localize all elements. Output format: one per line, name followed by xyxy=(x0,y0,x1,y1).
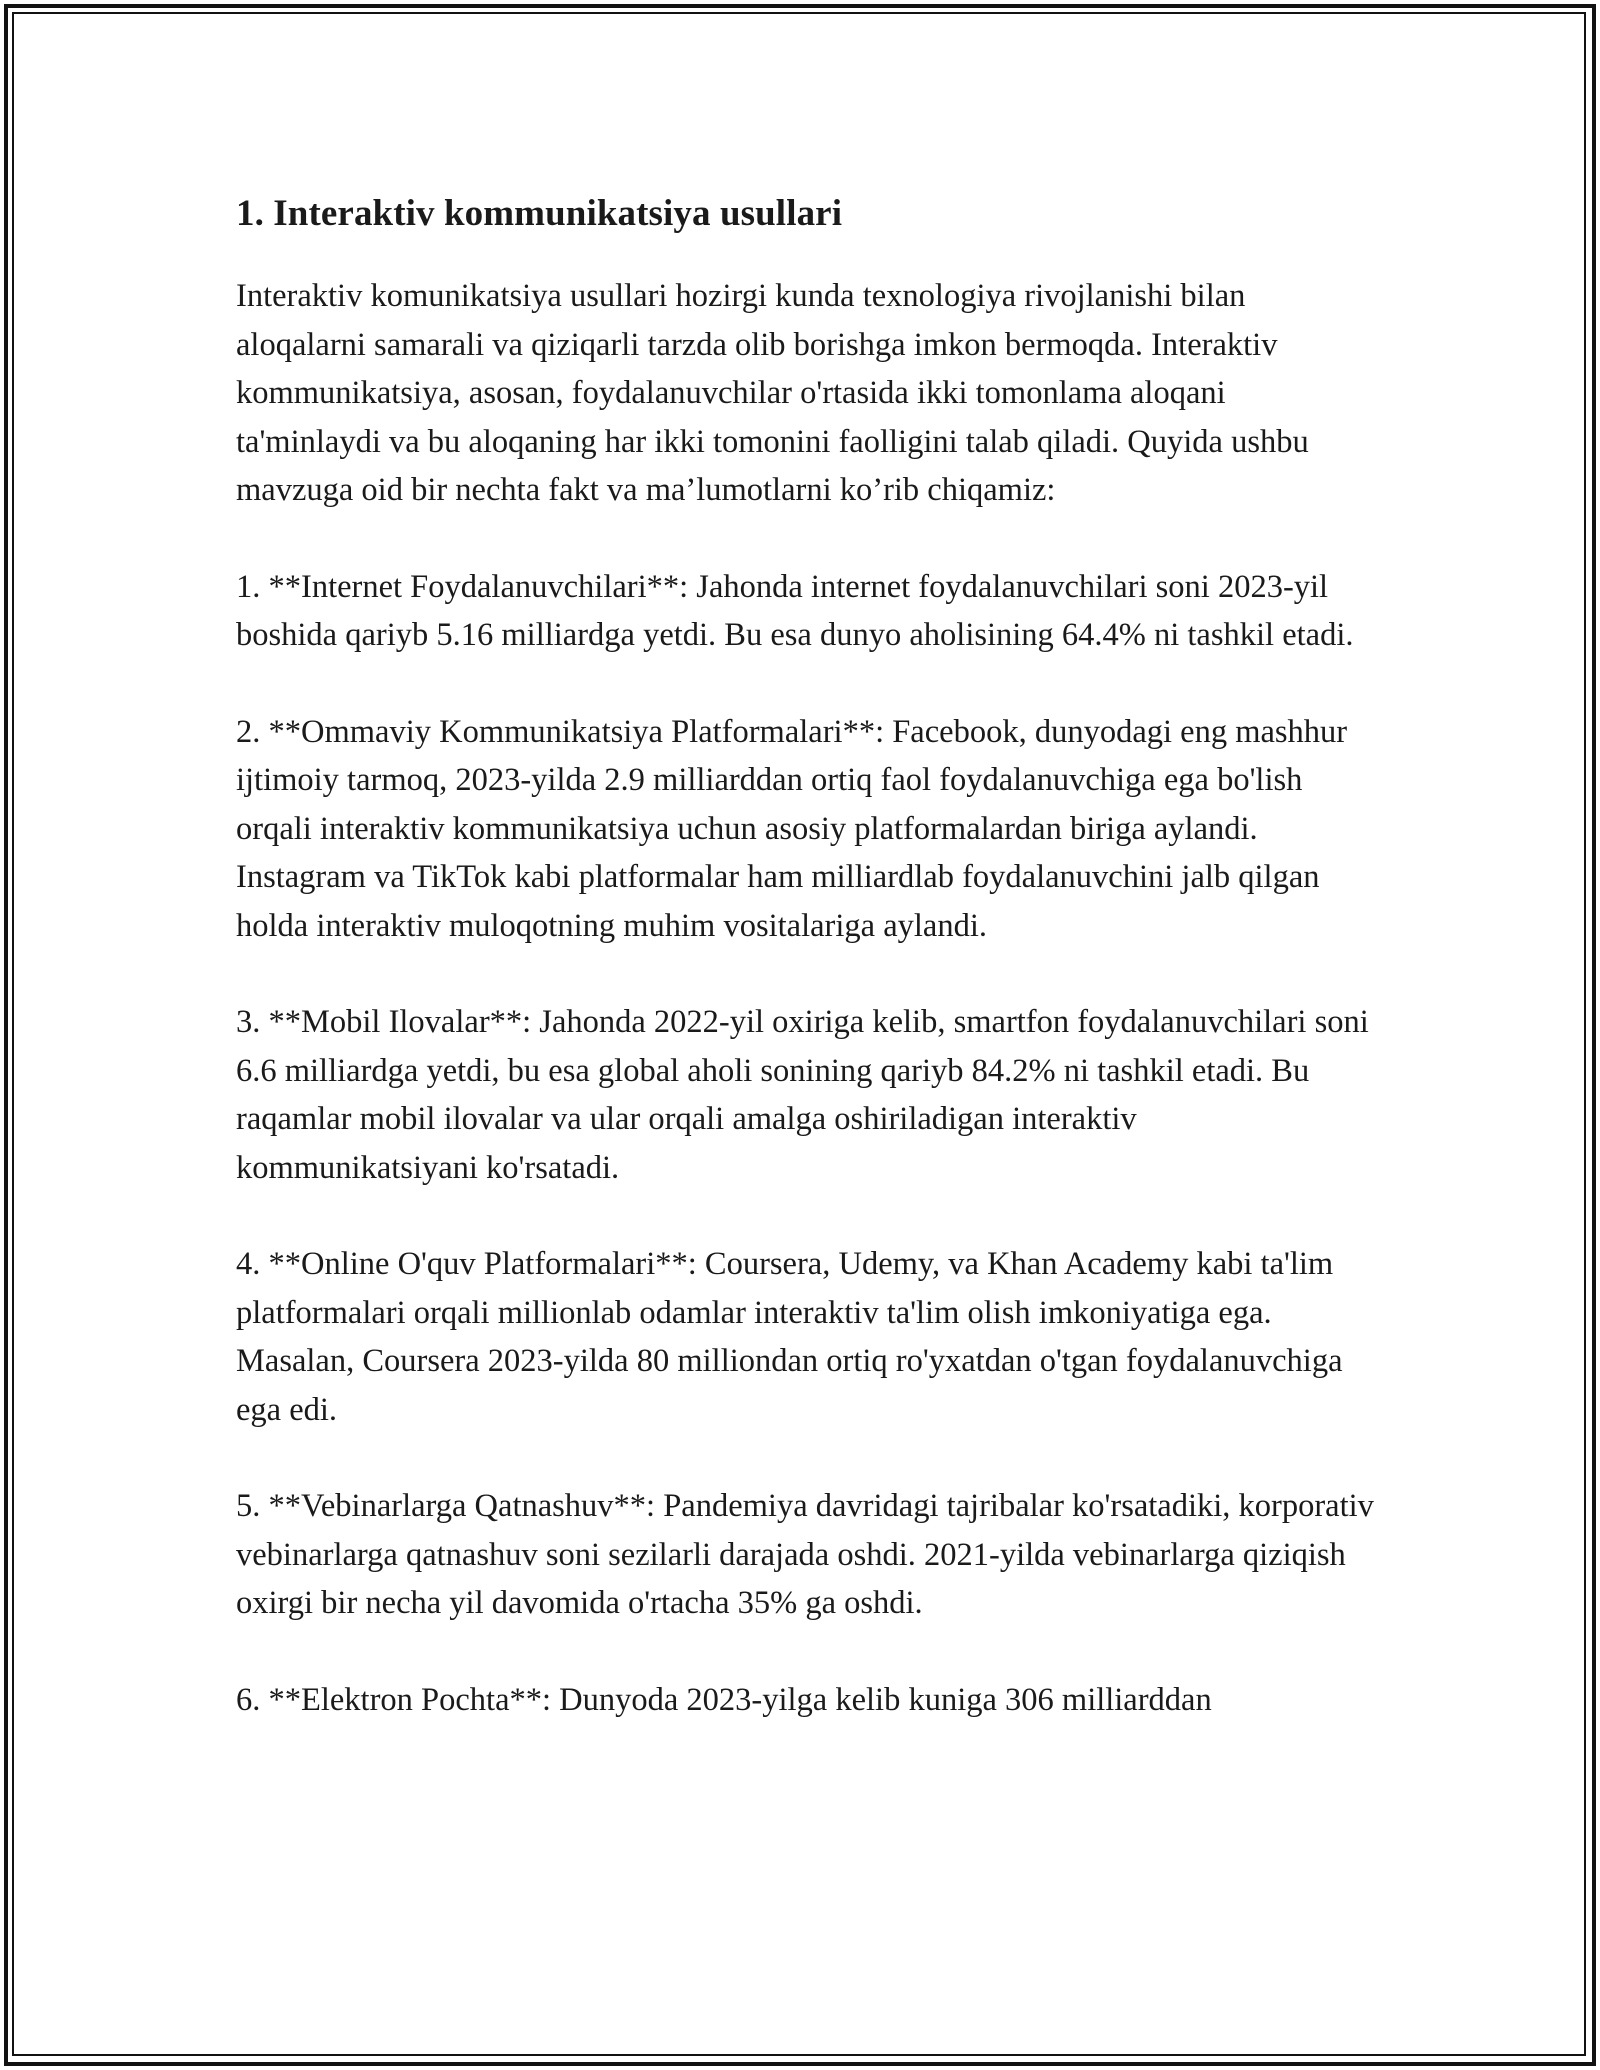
fact-webinars: 5. **Vebinarlarga Qatnashuv**: Pandemiya davridagi tajribalar ko'rsatadiki, korporativ vebinarlarga qatnashuv soni sezilarli darajada oshdi. 2021-yilda vebinarlarga qiziqish oxirgi bir necha yil davomida o'rtacha 35% ga oshdi. xyxy=(236,1488,1374,1621)
fact-mobile-apps: 3. **Mobil Ilovalar**: Jahonda 2022-yil oxiriga kelib, smartfon foydalanuvchilari soni 6.6 milliardga yetdi, bu esa global aholi sonining qariyb 84.2% ni tashkil etadi. Bu raqamlar mobil ilovalar va ular orqali amalga oshiriladigan interaktiv kommunikatsiyani ko'rsatadi. xyxy=(236,1004,1369,1186)
fact-internet-users: 1. **Internet Foydalanuvchilari**: Jahonda internet foydalanuvchilari soni 2023-yil boshida qariyb 5.16 milliardga yetdi. Bu esa dunyo aholisining 64.4% ni tashkil etadi. xyxy=(236,568,1354,653)
section-heading: 1. Interaktiv kommunikatsiya usullari xyxy=(236,193,843,234)
fact-email: 6. **Elektron Pochta**: Dunyoda 2023-yilga kelib kuniga 306 milliarddan xyxy=(236,1681,1212,1718)
intro-paragraph: Interaktiv komunikatsiya usullari hozirgi kunda texnologiya rivojlanishi bilan aloqalarni samarali va qiziqarli tarzda olib borishga imkon bermoqda. Interaktiv kommunikatsiya, asosan, foydalanuvchilar o'rtasida ikki tomonlama aloqani ta'minlaydi va bu aloqaning har ikki tomonini faolligini talab qiladi. Quyida ushbu mavzuga oid bir nechta fakt va ma’lumotlarni ko’rib chiqamiz: xyxy=(236,278,1309,508)
fact-online-learning: 4. **Online O'quv Platformalari**: Coursera, Udemy, va Khan Academy kabi ta'lim platformalari orqali millionlab odamlar interaktiv ta'lim olish imkoniyatiga ega. Masalan, Coursera 2023-yilda 80 milliondan ortiq ro'yxatdan o'tgan foydalanuvchiga ega edi. xyxy=(236,1246,1343,1428)
document-body xyxy=(236,184,1376,1724)
fact-social-platforms: 2. **Ommaviy Kommunikatsiya Platformalari**: Facebook, dunyodagi eng mashhur ijtimoiy tarmoq, 2023-yilda 2.9 milliarddan ortiq faol foydalanuvchiga ega bo'lish orqali interaktiv kommunikatsiya uchun asosiy platformalardan biriga aylandi. Instagram va TikTok kabi platformalar ham milliardlab foydalanuvchini jalb qilgan holda interaktiv muloqotning muhim vositalariga aylandi. xyxy=(236,713,1348,944)
